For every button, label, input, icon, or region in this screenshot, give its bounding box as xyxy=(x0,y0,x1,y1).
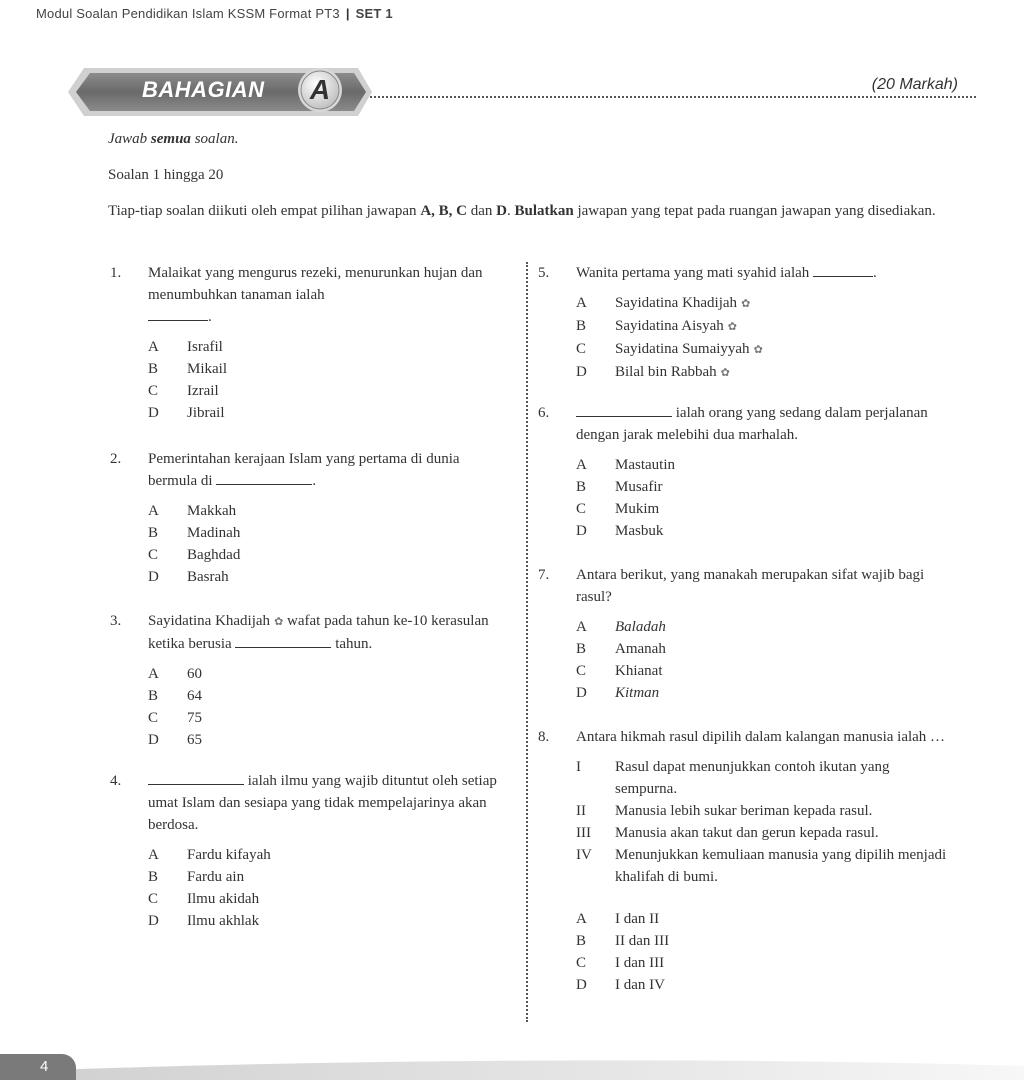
option-letter: B xyxy=(148,525,159,541)
instruction-line-2: Soalan 1 hingga 20 xyxy=(108,167,224,183)
option-text: Ilmu akhlak xyxy=(187,913,260,929)
option-a[interactable] xyxy=(148,336,512,358)
instruction-line-1 xyxy=(108,128,238,150)
instruction-emphasis: D xyxy=(496,203,507,219)
option-label: Sayidatina Aisyah xyxy=(615,318,724,334)
option-text: Ilmu akidah xyxy=(187,891,260,907)
option-list xyxy=(576,908,948,996)
option-d[interactable] xyxy=(576,974,948,996)
question-number: 2. xyxy=(110,451,122,467)
question-text xyxy=(148,610,512,655)
option-text: Amanah xyxy=(615,641,666,657)
option-text: Fardu kifayah xyxy=(187,847,271,863)
option-letter: D xyxy=(576,523,587,539)
option-c[interactable] xyxy=(576,660,948,682)
instruction-emphasis: semua xyxy=(150,131,191,147)
option-text: Masbuk xyxy=(615,523,664,539)
instruction-text: Jawab xyxy=(108,131,151,147)
option-list xyxy=(148,663,512,751)
option-letter: C xyxy=(148,710,159,726)
question-tail: . xyxy=(208,309,212,325)
option-letter: A xyxy=(148,339,159,355)
option-d[interactable] xyxy=(148,566,512,588)
option-letter: B xyxy=(148,688,159,704)
banner-dotted-rule xyxy=(370,96,976,98)
question-3 xyxy=(110,610,512,751)
question-stem: Wanita pertama yang mati syahid ialah xyxy=(576,265,810,281)
header-separator: | xyxy=(345,6,350,21)
question-stem: ialah orang yang sedang dalam perjalanan dengan jarak melebihi dua marhalah. xyxy=(576,405,928,443)
option-letter: D xyxy=(148,405,159,421)
question-5 xyxy=(538,262,948,384)
question-stem: ialah ilmu yang wajib dituntut oleh setiap umat Islam dan sesiapa yang tidak mempelajarinya akan berdosa. xyxy=(148,773,497,833)
option-a[interactable] xyxy=(576,292,948,315)
footer-swoosh xyxy=(0,1052,1024,1080)
option-text: Makkah xyxy=(187,503,237,519)
option-text: I dan IV xyxy=(615,977,665,993)
question-tail: . xyxy=(873,265,877,281)
option-letter: C xyxy=(576,341,587,357)
question-text xyxy=(148,448,512,492)
option-text: Madinah xyxy=(187,525,241,541)
option-letter: D xyxy=(148,732,159,748)
question-2 xyxy=(110,448,512,588)
option-letter: A xyxy=(576,295,587,311)
option-list xyxy=(148,844,512,932)
option-d[interactable] xyxy=(576,361,948,384)
option-label: Sayidatina Khadijah xyxy=(615,295,738,311)
option-text xyxy=(615,338,948,361)
option-letter: C xyxy=(148,547,159,563)
question-number: 1. xyxy=(110,265,122,281)
option-text: Khianat xyxy=(615,663,663,679)
option-letter: B xyxy=(576,479,587,495)
statement-text: Manusia lebih sukar beriman kepada rasul. xyxy=(615,803,873,819)
option-d[interactable] xyxy=(148,402,512,424)
option-c[interactable] xyxy=(148,380,512,402)
option-c[interactable] xyxy=(576,952,948,974)
option-list xyxy=(148,500,512,588)
question-number: 3. xyxy=(110,613,122,629)
option-text: Mikail xyxy=(187,361,227,377)
answer-blank xyxy=(216,470,312,485)
question-number: 6. xyxy=(538,405,550,421)
radiallahu-anha-icon: ✿ xyxy=(753,344,763,356)
option-c[interactable] xyxy=(576,498,948,520)
instruction-text: Tiap-tiap soalan diikuti oleh empat pilihan jawapan xyxy=(108,203,421,219)
option-letter: B xyxy=(576,318,587,334)
option-text: II dan III xyxy=(615,933,670,949)
statement-list xyxy=(576,756,948,888)
option-letter: D xyxy=(576,685,587,701)
statement-text: Manusia akan takut dan gerun kepada rasul. xyxy=(615,825,879,841)
radiallahu-anhu-icon: ✿ xyxy=(720,367,730,379)
question-number: 7. xyxy=(538,567,550,583)
option-letter: C xyxy=(576,663,587,679)
statement-iii xyxy=(576,822,948,844)
option-text: Israfil xyxy=(187,339,223,355)
option-letter: C xyxy=(576,955,587,971)
statement-ii xyxy=(576,800,948,822)
question-text xyxy=(576,262,948,284)
answer-blank xyxy=(576,402,672,417)
running-title: Modul Soalan Pendidikan Islam KSSM Format PT3 xyxy=(36,6,340,21)
option-text: I dan II xyxy=(615,911,660,927)
option-b[interactable] xyxy=(148,358,512,380)
option-text: Basrah xyxy=(187,569,229,585)
option-c[interactable] xyxy=(576,338,948,361)
option-a[interactable] xyxy=(148,500,512,522)
question-stem: wafat pada tahun ke-10 kerasulan ketika berusia xyxy=(148,613,489,652)
section-letter: A xyxy=(309,74,331,105)
question-number: 5. xyxy=(538,265,550,281)
instruction-line-3 xyxy=(108,200,942,222)
option-text: 65 xyxy=(187,732,202,748)
option-letter: D xyxy=(148,913,159,929)
instruction-emphasis: Bulatkan xyxy=(514,203,574,219)
question-text xyxy=(148,262,512,328)
option-letter: A xyxy=(576,619,587,635)
question-stem: Pemerintahan kerajaan Islam yang pertama di dunia bermula di xyxy=(148,451,460,489)
option-a[interactable] xyxy=(148,663,512,685)
option-list xyxy=(148,336,512,424)
radiallahu-anha-icon: ✿ xyxy=(727,321,737,333)
option-b[interactable] xyxy=(576,315,948,338)
option-a[interactable] xyxy=(148,844,512,866)
option-letter: B xyxy=(148,869,159,885)
option-a[interactable] xyxy=(576,616,948,638)
page-number: 4 xyxy=(40,1058,49,1075)
question-8 xyxy=(538,726,948,996)
option-text: Mastautin xyxy=(615,457,675,473)
question-text: Antara berikut, yang manakah merupakan sifat wajib bagi rasul? xyxy=(576,567,925,605)
question-stem: Malaikat yang mengurus rezeki, menurunkan hujan dan menumbuhkan tanaman ialah xyxy=(148,265,483,303)
option-letter: B xyxy=(148,361,159,377)
section-marks: (20 Markah) xyxy=(871,76,958,93)
answer-blank xyxy=(148,770,244,785)
option-letter: D xyxy=(576,977,587,993)
option-text: I dan III xyxy=(615,955,665,971)
option-a[interactable] xyxy=(576,908,948,930)
instruction-text: jawapan yang tepat pada ruangan jawapan yang disediakan. xyxy=(573,203,936,219)
option-b[interactable] xyxy=(576,476,948,498)
option-letter: A xyxy=(576,457,587,473)
instruction-text: dan xyxy=(466,203,497,219)
statement-i xyxy=(576,756,948,800)
section-title: BAHAGIAN xyxy=(142,77,265,102)
option-a[interactable] xyxy=(576,454,948,476)
option-text: Musafir xyxy=(615,479,663,495)
instruction-text: . xyxy=(507,203,515,219)
question-number: 8. xyxy=(538,729,550,745)
option-list xyxy=(576,616,948,704)
option-text: 64 xyxy=(187,688,202,704)
option-text: Baghdad xyxy=(187,547,241,563)
option-b[interactable] xyxy=(576,638,948,660)
option-letter: B xyxy=(576,933,587,949)
option-letter: C xyxy=(148,383,159,399)
option-b[interactable] xyxy=(148,866,512,888)
question-number: 4. xyxy=(110,773,122,789)
question-6 xyxy=(538,402,948,542)
option-b[interactable] xyxy=(148,685,512,707)
answer-blank xyxy=(148,306,208,321)
option-letter: A xyxy=(148,847,159,863)
option-text: Jibrail xyxy=(187,405,225,421)
option-d[interactable] xyxy=(576,682,948,704)
option-list xyxy=(576,292,948,384)
instruction-text: soalan. xyxy=(190,131,239,147)
question-7 xyxy=(538,564,948,704)
option-letter: D xyxy=(148,569,159,585)
statement-numeral: I xyxy=(576,759,581,775)
option-d[interactable] xyxy=(148,729,512,751)
option-text xyxy=(615,361,948,384)
option-text: Baladah xyxy=(615,619,666,635)
option-text: Fardu ain xyxy=(187,869,245,885)
option-text: Mukim xyxy=(615,501,660,517)
statement-numeral: III xyxy=(576,825,591,841)
question-tail: tahun. xyxy=(331,636,373,652)
option-text: Izrail xyxy=(187,383,219,399)
option-d[interactable] xyxy=(576,520,948,542)
question-tail: . xyxy=(312,473,317,489)
column-divider xyxy=(526,262,528,1022)
set-label: SET 1 xyxy=(355,6,393,21)
instruction-emphasis: A, B, C xyxy=(420,203,467,219)
statement-iv xyxy=(576,844,948,888)
page-number-tab xyxy=(0,1054,76,1080)
question-stem: Sayidatina Khadijah xyxy=(148,613,271,629)
option-label: Bilal bin Rabbah xyxy=(615,364,717,380)
option-list xyxy=(576,454,948,542)
statement-numeral: IV xyxy=(576,847,592,863)
option-letter: C xyxy=(148,891,159,907)
option-b[interactable] xyxy=(148,522,512,544)
option-text xyxy=(615,292,948,315)
option-letter: A xyxy=(148,666,159,682)
option-letter: A xyxy=(148,503,159,519)
question-text xyxy=(576,402,948,446)
statement-text: Rasul dapat menunjukkan contoh ikutan yang sempurna. xyxy=(615,759,890,797)
option-text: Kitman xyxy=(615,685,660,701)
statement-numeral: II xyxy=(576,803,586,819)
option-letter: A xyxy=(576,911,587,927)
option-c[interactable] xyxy=(148,707,512,729)
option-letter: D xyxy=(576,364,587,380)
option-d[interactable] xyxy=(148,910,512,932)
radiallahu-anha-icon: ✿ xyxy=(741,298,751,310)
question-1 xyxy=(110,262,512,424)
section-banner xyxy=(66,64,376,120)
running-head xyxy=(36,6,393,21)
question-text: Antara hikmah rasul dipilih dalam kalangan manusia ialah … xyxy=(576,729,946,745)
radiallahu-anha-icon: ✿ xyxy=(274,616,284,628)
question-4 xyxy=(110,770,512,932)
option-letter: C xyxy=(576,501,587,517)
option-b[interactable] xyxy=(576,930,948,952)
option-text: 60 xyxy=(187,666,202,682)
option-label: Sayidatina Sumaiyyah xyxy=(615,341,750,357)
option-text: 75 xyxy=(187,710,202,726)
answer-blank xyxy=(235,633,331,648)
option-c[interactable] xyxy=(148,888,512,910)
question-text xyxy=(148,770,512,836)
statement-text: Menunjukkan kemuliaan manusia yang dipilih menjadi khalifah di bumi. xyxy=(615,847,947,885)
option-letter: B xyxy=(576,641,587,657)
option-c[interactable] xyxy=(148,544,512,566)
answer-blank xyxy=(813,262,873,277)
option-text xyxy=(615,315,948,338)
